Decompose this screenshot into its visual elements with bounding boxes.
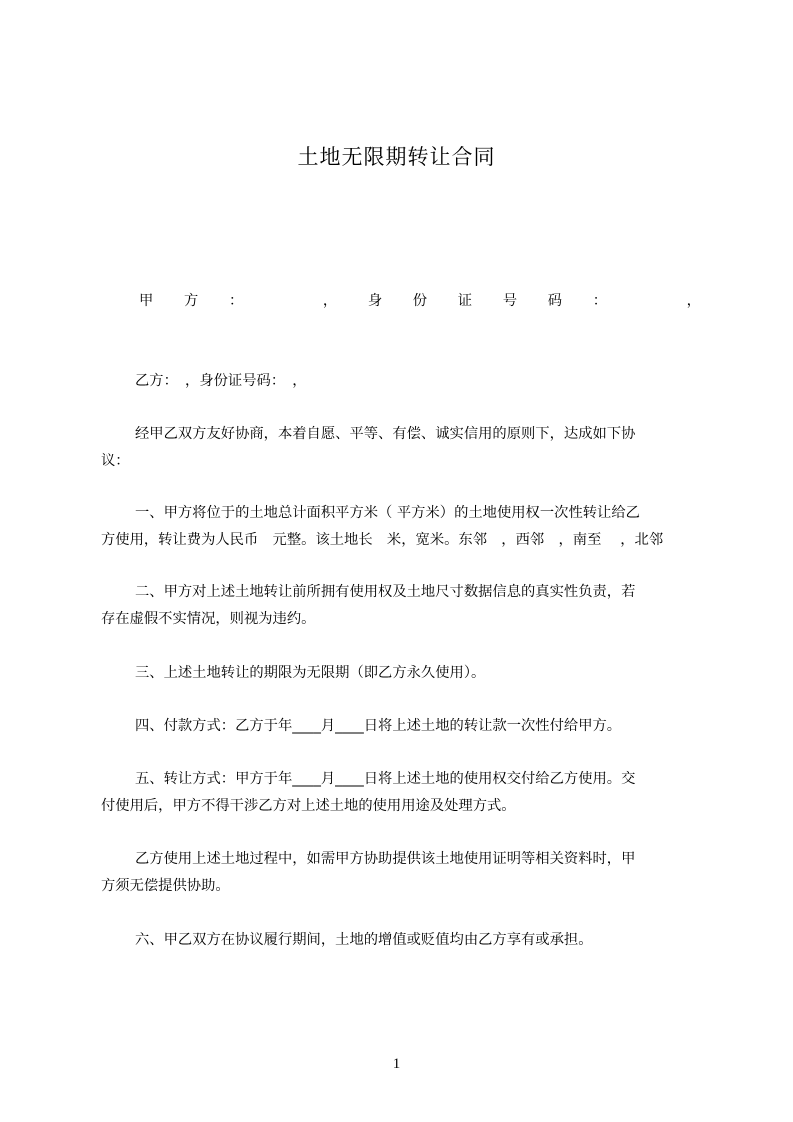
party-a-char: 码 bbox=[547, 293, 563, 309]
clause-1-line-1: 一、甲方将位于的土地总计面积平方米（ 平方米）的土地使用权一次性转让给乙 bbox=[135, 505, 640, 521]
intro-paragraph bbox=[101, 421, 701, 475]
clause-5-line-2: 付使用后，甲方不得干涉乙方对上述土地的使用用途及处理方式。 bbox=[101, 798, 516, 814]
clause-6-paragraph bbox=[101, 927, 701, 954]
document-title: 土地无限期转让合同 bbox=[297, 145, 496, 169]
party-a-blank bbox=[638, 288, 656, 315]
party-a-char: 号 bbox=[502, 293, 518, 309]
party-a-char: 证 bbox=[457, 293, 473, 309]
clause-4-line-1: 四、付款方式：乙方于年____月____日将上述土地的转让款一次性付给甲方。 bbox=[135, 718, 622, 734]
clause-6-line-1: 六、甲乙双方在协议履行期间，土地的增值或贬值均由乙方享有或承担。 bbox=[135, 932, 593, 948]
intro-line-1: 经甲乙双方友好协商，本着自愿、平等、有偿、诚实信用的原则下，达成如下协 bbox=[135, 426, 636, 442]
clause-3-paragraph bbox=[101, 660, 701, 687]
party-a-char: 份 bbox=[412, 293, 428, 309]
clause-3-line-1: 三、上述土地转让的期限为无限期（即乙方永久使用）。 bbox=[135, 665, 486, 681]
clause-1-line-2: 方使用，转让费为人民币 元整。该土地长 米，宽米。东邻 ，西邻 ，南至 ，北邻 bbox=[101, 532, 664, 548]
party-a-char: ： bbox=[228, 293, 244, 309]
party-a-char: ， bbox=[686, 293, 701, 309]
clause-5-paragraph bbox=[101, 766, 701, 820]
party-a-char: 方 bbox=[183, 293, 199, 309]
party-a-line bbox=[101, 288, 701, 315]
clause-2-paragraph bbox=[101, 579, 701, 633]
party-b-text: 乙方： ，身份证号码： ， bbox=[135, 373, 307, 389]
page-number: 1 bbox=[392, 1056, 401, 1072]
party-a-blank bbox=[274, 288, 292, 315]
clause-5-line-1: 五、转让方式：甲方于年____月____日将上述土地的使用权交付给乙方使用。交 bbox=[135, 771, 636, 787]
party-a-char: 甲 bbox=[139, 293, 154, 309]
party-a-char: 身 bbox=[367, 293, 383, 309]
clause-4-paragraph bbox=[101, 713, 701, 740]
clause-5b-line-2: 方须无偿提供协助。 bbox=[101, 878, 230, 894]
clause-2-line-2: 存在虚假不实情况，则视为违约。 bbox=[101, 611, 316, 627]
clause-2-line-1: 二、甲方对上述土地转让前所拥有使用权及土地尺寸数据信息的真实性负责，若 bbox=[135, 584, 636, 600]
clause-5b-paragraph bbox=[101, 846, 701, 900]
clause-1-paragraph bbox=[101, 500, 701, 554]
clause-5b-line-1: 乙方使用上述土地过程中，如需甲方协助提供该土地使用证明等相关资料时，甲 bbox=[135, 851, 636, 867]
party-a-char: ， bbox=[322, 293, 338, 309]
intro-line-2: 议： bbox=[101, 453, 130, 469]
party-b-line bbox=[101, 368, 701, 395]
party-a-char: ： bbox=[592, 293, 608, 309]
